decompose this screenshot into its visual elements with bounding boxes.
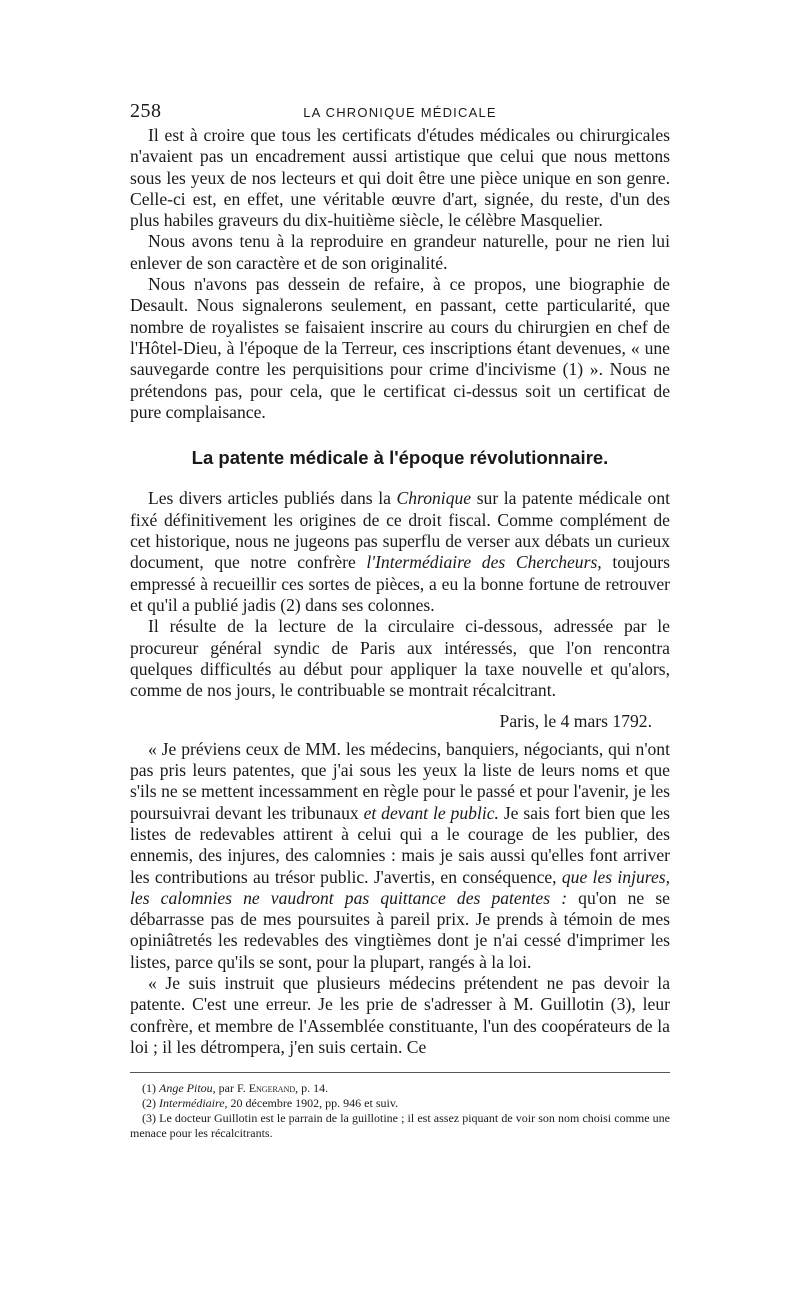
dateline: Paris, le 4 mars 1792. — [499, 711, 652, 732]
footnote-1: (1) Ange Pitou, par F. Engerand, p. 14. — [142, 1081, 329, 1095]
italic-phrase: que les injures, les calomnies ne vaudront pas quittance des patentes : — [130, 866, 670, 908]
section-title: La patente médicale à l'époque révolutionnaire. — [191, 447, 609, 469]
italic-title: l'Intermédiaire des Chercheurs, — [366, 552, 602, 573]
paragraph: Il est à croire que tous les certificats d'études médicales ou chirurgicales n'avaient pas un encadrement aussi artistique que celui que nous mettons sous les yeux de nos lecteurs et qui doit être une pièce unique en son genre. Celle-ci est, en effet, une véritable œuvre d'art, signée, du reste, d'un des plus habiles graveurs du dix-huitième siècle, le célèbre Masquelier. — [130, 125, 670, 231]
footnote-divider — [130, 1072, 670, 1073]
running-title: LA CHRONIQUE MÉDICALE — [303, 105, 497, 120]
footnotes — [130, 1072, 670, 1141]
quoted-paragraph: « Je préviens ceux de MM. les médecins, banquiers, négociants, qui n'ont pas pris leurs patentes, que j'ai sous les yeux la liste de leurs noms et que s'ils ne se mettent incessamment en règle pour le passé et pour l'avenir, je les poursuivrai devant les tribunaux et devant le public. Je sais fort bien que les listes de redevables attirent à celui qui a le courage de les publier, des ennemis, des injures, des calomnies : mais je sais aussi qu'elles font arriver les contributions au trésor public. J'avertis, en conséquence, que les injures, les calomnies ne vaudront pas quittance des patentes : qu'on ne se débarrasse pas de mes poursuites à pareil prix. Je prends à témoin de mes opiniâtretés les redevables des vingtièmes dont je n'ai cessé d'imprimer les listes, parce qu'ils se sont, pour la plupart, rangés à la loi. — [130, 738, 670, 972]
paragraph: Nous n'avons pas dessein de refaire, à ce propos, une biographie de Desault. Nous signalerons seulement, en passant, cette particularité, que nombre de royalistes se faisaient inscrire au cours du chirurgien en chef de l'Hôtel-Dieu, à l'époque de la Terreur, ces inscriptions étant devenues, « une sauvegarde contre les perquisitions pour crime d'incivisme (1) ». Nous ne prétendons pas, pour cela, que le certificat ci-dessus soit un certificat de pure complaisance. — [130, 274, 670, 422]
footnote-2: (2) Intermédiaire, 20 décembre 1902, pp. 946 et suiv. — [142, 1096, 399, 1110]
footnote-3: (3) Le docteur Guillotin est le parrain de la guillotine ; il est assez piquant de voir son nom choisi comme une menace pour les récalcitrants. — [130, 1111, 671, 1140]
paragraph: Nous avons tenu à la reproduire en grandeur naturelle, pour ne rien lui enlever de son caractère et de son originalité. — [130, 231, 670, 273]
quoted-paragraph: « Je suis instruit que plusieurs médecins prétendent ne pas devoir la patente. C'est une erreur. Je les prie de s'adresser à M. Guillotin (3), leur confrère, et membre de l'Assemblée constituante, l'un des coopérateurs de la loi ; il les détrompera, j'en suis certain. Ce — [130, 972, 670, 1057]
main-text — [130, 125, 670, 1058]
italic-phrase: et devant le public. — [363, 802, 499, 823]
paragraph: Les divers articles publiés dans la Chronique sur la patente médicale ont fixé définitivement les origines de ce droit fiscal. Comme complément de cet historique, nous ne jugeons pas superflu de verser aux débats un curieux document, que notre confrère l'Intermédiaire des Chercheurs, toujours empressé à recueillir ces sortes de pièces, a eu la bonne fortune de retrouver et qu'il a publié jadis (2) dans ses colonnes. — [130, 488, 671, 615]
italic-title: Chronique — [396, 488, 472, 509]
page-header — [130, 100, 670, 126]
paragraph: Il résulte de la lecture de la circulaire ci-dessous, adressée par le procureur général syndic de Paris aux intéressés, que l'on rencontra quelques difficultés au début pour appliquer la taxe nouvelle et qu'alors, comme de nos jours, le contribuable se montrait récalcitrant. — [130, 616, 670, 701]
page-number: 258 — [130, 100, 162, 122]
